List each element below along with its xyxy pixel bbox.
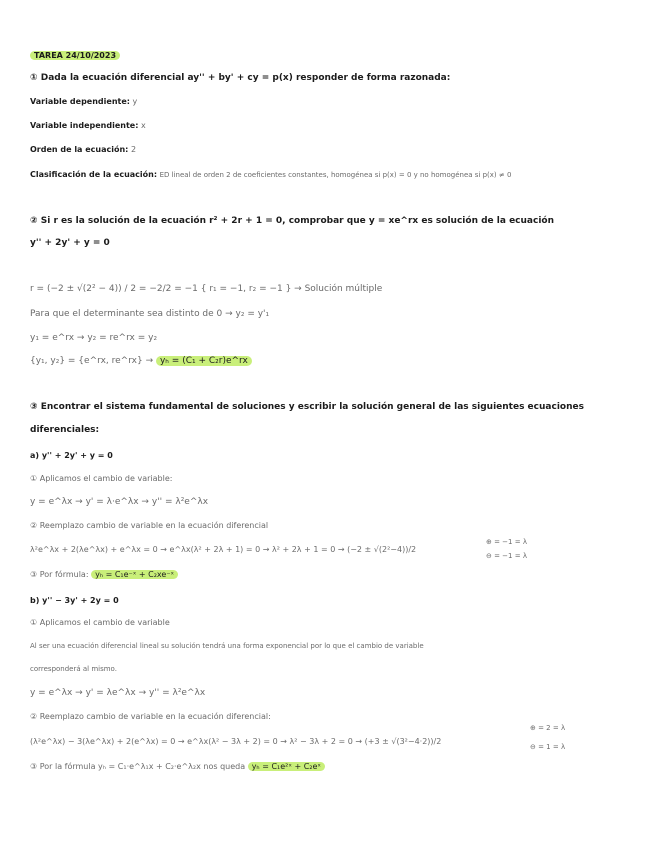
q3b-explanation-cont: corresponderá al mismo. (30, 665, 117, 673)
q3a-root-minus: ⊖ = −1 = λ (486, 552, 527, 560)
q1-dep-value: y (132, 97, 138, 106)
q3a-step2: ② Reemplazo cambio de variable en la ecuación diferencial (30, 521, 269, 530)
q1-indep-label: Variable independiente: (30, 121, 139, 130)
q1-classification (30, 170, 511, 180)
q3a-characteristic: λ²e^λx + 2(λe^λx) + e^λx = 0 → e^λx(λ² + 2λ + 1) = 0 → λ² + 2λ + 1 = 0 → (−2 ± √(2²−4))/2 (30, 545, 417, 554)
q2-heading: ② Si r es la solución de la ecuación r² + 2r + 1 = 0, comprobar que y = xe^rx es solución de la ecuación (30, 216, 555, 226)
q3b-substitution: y = e^λx → y' = λe^λx → y'' = λ²e^λx (30, 688, 206, 698)
q2-roots-line: r = (−2 ± √(2² − 4)) / 2 = −2/2 = −1 { r₁ = −1, r₂ = −1 } → Solución múltiple (30, 284, 383, 294)
q1-dependent-variable (30, 97, 137, 107)
page-title (30, 51, 120, 61)
q3b-step3 (30, 762, 325, 772)
q3b-step3-text: ③ Por la fórmula yₕ = C₁·e^λ₁x + C₂·e^λ₂x nos queda (30, 762, 246, 771)
q1-order-value: 2 (130, 145, 137, 154)
q1-indep-value: x (140, 121, 146, 130)
q1-class-value: ED lineal de orden 2 de coeficientes constantes, homogénea si p(x) = 0 y no homogénea si p(x) ≠ 0 (159, 171, 512, 179)
q3a-step3 (30, 570, 178, 580)
q2-determinant-line: Para que el determinante sea distinto de 0 → y₂ = y'₁ (30, 309, 270, 319)
q3a-solution-highlight: yₕ = C₁e⁻ˣ + C₂xe⁻ˣ (91, 570, 178, 579)
q3b-explanation: Al ser una ecuación diferencial lineal su solución tendrá una forma exponencial por lo que el cambio de variable (30, 642, 424, 650)
q3-heading: ③ Encontrar el sistema fundamental de soluciones y escribir la solución general de las siguientes ecuaciones (30, 402, 584, 412)
q2-heading-equation: y'' + 2y' + y = 0 (30, 238, 110, 248)
q2-fundamental-set-line (30, 356, 252, 367)
q3a-title: a) y'' + 2y' + y = 0 (30, 451, 113, 460)
q3a-step3-text: ③ Por fórmula: (30, 570, 89, 579)
q2-derivative-line: y₁ = e^rx → y₂ = re^rx = y₂ (30, 333, 158, 343)
q3a-root-plus: ⊕ = −1 = λ (486, 538, 527, 546)
q1-dep-label: Variable dependiente: (30, 97, 130, 106)
q3b-characteristic: (λ²e^λx) − 3(λe^λx) + 2(e^λx) = 0 → e^λx(λ² − 3λ + 2) = 0 → λ² − 3λ + 2 = 0 → (+3 ± √(3²−4·2))/2 (30, 737, 442, 746)
q1-heading: ① Dada la ecuación diferencial ay'' + by' + cy = p(x) responder de forma razonada: (30, 73, 451, 83)
q2-fundamental-set-text: {y₁, y₂} = {e^rx, re^rx} → (30, 356, 154, 366)
q3a-step1: ① Aplicamos el cambio de variable: (30, 474, 173, 483)
q1-class-label: Clasificación de la ecuación: (30, 170, 158, 179)
q3b-root-plus: ⊕ = 2 = λ (530, 724, 566, 732)
q3-heading-cont: diferenciales: (30, 425, 100, 435)
q1-order (30, 145, 136, 155)
title-highlight: TAREA 24/10/2023 (30, 51, 120, 60)
q1-independent-variable (30, 121, 146, 131)
q3b-root-minus: ⊖ = 1 = λ (530, 743, 566, 751)
q1-order-label: Orden de la ecuación: (30, 145, 129, 154)
q3b-solution-highlight: yₕ = C₁e²ˣ + C₂eˣ (248, 762, 325, 771)
q3b-step1: ① Aplicamos el cambio de variable (30, 618, 170, 627)
q3a-substitution: y = e^λx → y' = λ·e^λx → y'' = λ²e^λx (30, 497, 209, 507)
q3b-step2: ② Reemplazo cambio de variable en la ecuación diferencial: (30, 712, 271, 721)
q2-solution-highlight: yₕ = (C₁ + C₂r)e^rx (156, 356, 252, 366)
q3b-title: b) y'' − 3y' + 2y = 0 (30, 596, 119, 605)
